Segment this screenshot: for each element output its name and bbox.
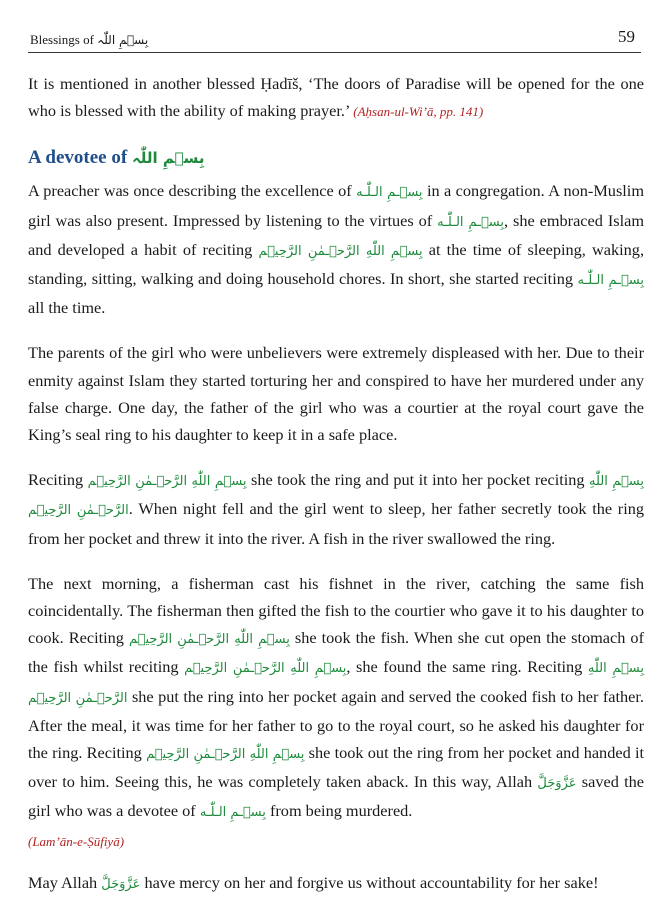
paragraph-5: May Allah عَزَّوَجَلَّ have mercy on her and forgive us without accountability for her sake!: [28, 872, 599, 892]
arabic-bismillah-full: بِسۡمِ اللّٰهِ الرَّحۡـمٰنِ الرَّحِيۡم: [129, 632, 290, 648]
paragraph-1: A preacher was once describing the excellence of بِسۡـمِ الـلّٰـه in a congregation. A non-Muslim girl was also present. Impressed by listening to the virtues of بِسۡـمِ الـلّٰـه, she embraced Islam and developed a habit of reciting بِسۡمِ اللّٰهِ الرَّحۡـمٰنِ الرَّحِيۡم at the time of sleeping, waking, standing, sitting, walking and doing household chores. In short, she started reciting بِسۡـمِ الـلّٰـه all the time.: [28, 181, 645, 318]
running-title-arabic: بِسۡمِ اللّٰہ: [97, 33, 149, 47]
page-body: [28, 70, 644, 916]
intro-paragraph: It is mentioned in another blessed Ḥadīš, ‘The doors of Paradise will be opened for the one who is blessed with the ability of making prayer.’ (Aḥsan-ul-Wi’ā, pp. 141): [28, 74, 644, 121]
section-heading: A devotee of بِسۡمِ اللّٰہ: [28, 147, 205, 169]
arabic-azzawajal: عَزَّوَجَلَّ: [101, 876, 141, 892]
story-reference: (Lam’ān-e-Ṣūfiyā): [28, 833, 125, 849]
page-header: [28, 22, 641, 53]
paragraph-3: Reciting بِسۡمِ اللّٰهِ الرَّحۡـمٰنِ الرَّحِيۡم she took the ring and put it into her pocket reciting بِسۡمِ اللّٰهِ الرَّحۡـمٰنِ الرَّحِيۡم. When night fell and the girl went to sleep, her father secretly took the ring from her pocket and threw it into the river. A fish in the river swallowed the ring.: [28, 470, 645, 548]
arabic-bismillah-full: بِسۡمِ اللّٰهِ الرَّحۡـمٰنِ الرَّحِيۡم: [87, 474, 247, 490]
arabic-bismillah-full: بِسۡمِ اللّٰهِ الرَّحۡـمٰنِ الرَّحِيۡم: [258, 243, 423, 259]
arabic-bismillah-full: بِسۡمِ اللّٰهِ الرَّحۡـمٰنِ الرَّحِيۡم: [28, 474, 645, 519]
paragraph-4: The next morning, a fisherman cast his fishnet in the river, catching the same fish coincidentally. The fisherman then gifted the fish to the courtier who gave it to his daughter to cook. Reciting بِسۡمِ اللّٰهِ الرَّحۡـمٰنِ الرَّحِيۡم she took the fish. When she cut open the stomach of the fish whilst reciting بِسۡمِ اللّٰهِ الرَّحۡـمٰنِ الرَّحِيۡم, she found the same ring. Reciting بِسۡمِ اللّٰهِ الرَّحۡـمٰنِ الرَّحِيۡم she put the ring into her pocket again and served the cooked fish to her father. After the meal, it was time for her father to go to the royal court, so he asked his daughter for the ring. Reciting بِسۡمِ اللّٰهِ الرَّحۡـمٰنِ الرَّحِيۡم she took out the ring from her pocket and handed it over to him. Seeing this, he was completely taken aback. In this way, Allah عَزَّوَجَلَّ saved the girl who was a devotee of بِسۡـمِ الـلّٰـه from being murdered. (Lam’ān-e-Ṣūfiyā): [28, 573, 644, 849]
page-number: 59: [618, 27, 635, 46]
arabic-azzawajal: عَزَّوَجَلَّ: [537, 776, 577, 792]
arabic-bismillah-full: بِسۡمِ اللّٰهِ الرَّحۡـمٰنِ الرَّحِيۡم: [146, 747, 305, 763]
arabic-bismillah: بِسۡـمِ الـلّٰـه: [437, 214, 505, 230]
intro-reference: (Aḥsan-ul-Wi’ā, pp. 141): [353, 104, 484, 120]
arabic-bismillah: بِسۡـمِ الـلّٰـه: [199, 805, 266, 821]
arabic-bismillah-full: بِسۡمِ اللّٰهِ الرَّحۡـمٰنِ الرَّحِيۡم: [184, 661, 347, 677]
arabic-bismillah: بِسۡـمِ الـلّٰـه: [577, 273, 644, 289]
heading-arabic: بِسۡمِ اللّٰہ: [131, 149, 205, 168]
arabic-bismillah-full: بِسۡمِ اللّٰهِ الرَّحۡـمٰنِ الرَّحِيۡم: [28, 661, 644, 706]
paragraph-2: The parents of the girl who were unbelievers were extremely displeased with her. Due to their enmity against Islam they started torturing her and conspired to have her murdered under any false charge. One day, the father of the girl who was a courtier at the royal court gave the King’s seal ring to his daughter to keep it in a safe place.: [28, 343, 644, 445]
arabic-bismillah: بِسۡـمِ الـلّٰـه: [356, 185, 423, 201]
running-title: Blessings of بِسۡمِ اللّٰہ: [30, 32, 149, 47]
